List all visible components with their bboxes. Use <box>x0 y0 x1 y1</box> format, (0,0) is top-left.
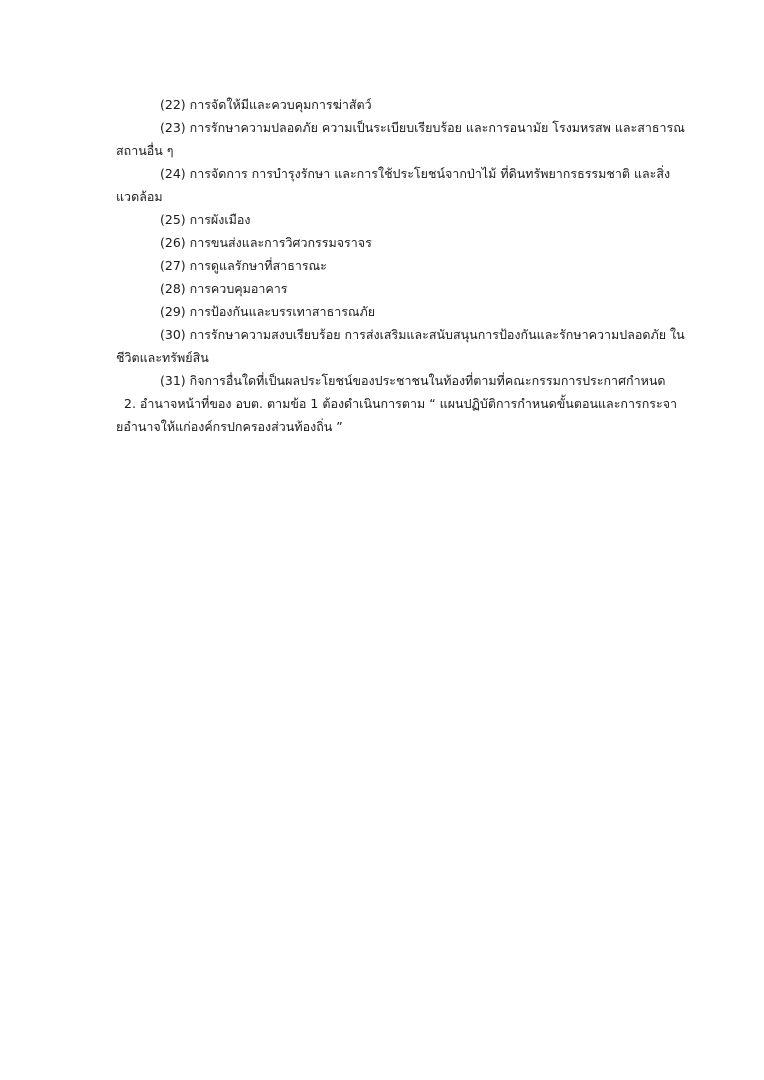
item-24: (24) การจัดการ การบำรุงรักษา และการใช้ประโยชน์จากป่าไม้ ที่ดินทรัพยากรธรรมชาติ และสิ่งแวดล้อม <box>116 166 671 204</box>
item-31: (31) กิจการอื่นใดที่เป็นผลประโยชน์ของประชาชนในท้องที่ตามที่คณะกรรมการประกาศกำหนด <box>160 373 666 388</box>
item-30: (30) การรักษาความสงบเรียบร้อย การส่งเสริมและสนับสนุนการป้องกันและรักษาความปลอดภัย ในชีวิตและทรัพย์สิน <box>116 327 685 365</box>
item-28: (28) การควบคุมอาคาร <box>160 281 288 296</box>
item-22: (22) การจัดให้มีและควบคุมการฆ่าสัตว์ <box>160 97 372 112</box>
item-26: (26) การขนส่งและการวิศวกรรมจราจร <box>160 235 372 250</box>
item-29: (29) การป้องกันและบรรเทาสาธารณภัย <box>160 304 376 319</box>
section-2-paragraph: 2. อำนาจหน้าที่ของ อบต. ตามข้อ 1 ต้องดำเนินการตาม “ แผนปฏิบัติการกำหนดขั้นตอนและการกระจายอำนาจให้แก่องค์กรปกครองส่วนท้องถิ่น ” <box>116 396 678 434</box>
item-25: (25) การผังเมือง <box>160 212 251 227</box>
item-27: (27) การดูแลรักษาที่สาธารณะ <box>160 258 327 273</box>
item-23: (23) การรักษาความปลอดภัย ความเป็นระเบียบเรียบร้อย และการอนามัย โรงมหรสพ และสาธารณสถานอื่น ๆ <box>116 120 685 158</box>
document-body <box>116 93 696 438</box>
